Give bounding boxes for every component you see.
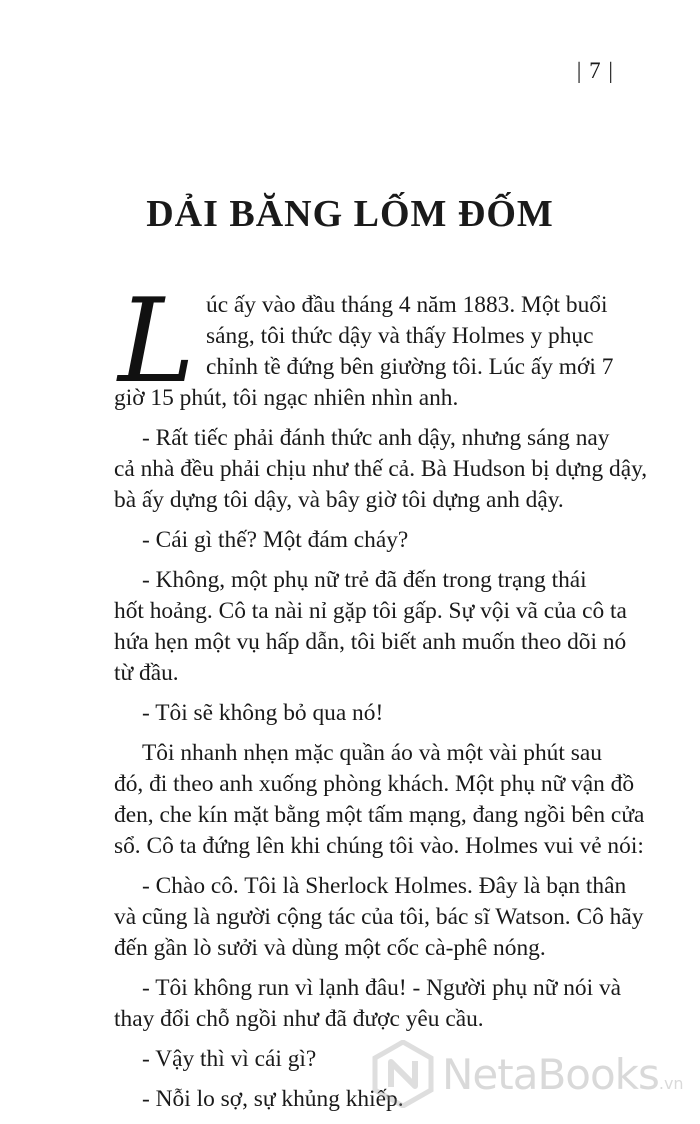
text-line: hứa hẹn một vụ hấp dẫn, tôi biết anh muốn theo dõi nó [114, 629, 627, 655]
text-line: - Vậy thì vì cái gì? [142, 1046, 317, 1072]
text-line: sáng, tôi thức dậy và thấy Holmes y phục [206, 323, 594, 349]
text-line: - Cái gì thế? Một đám cháy? [142, 527, 409, 553]
page-number: | 7 | [576, 58, 614, 83]
text-line: - Tôi sẽ không bỏ qua nó! [142, 700, 384, 726]
text-line: giờ 15 phút, tôi ngạc nhiên nhìn anh. [114, 385, 459, 411]
text-line: đen, che kín mặt bằng một tấm mạng, đang ngồi bên cửa [114, 802, 645, 828]
text-line: Tôi nhanh nhẹn mặc quần áo và một vài phút sau [142, 740, 602, 766]
drop-cap: L [118, 274, 196, 409]
text-line: chỉnh tề đứng bên giường tôi. Lúc ấy mới 7 [206, 354, 614, 380]
paragraph-4 [114, 565, 627, 689]
text-line: hốt hoảng. Cô ta nài nỉ gặp tôi gấp. Sự vội vã của cô ta [114, 598, 627, 624]
paragraph-5 [114, 698, 622, 729]
text-line: đến gần lò sưởi và dùng một cốc cà-phê nóng. [114, 935, 546, 961]
paragraph-1 [114, 274, 622, 414]
text-line: - Nỗi lo sợ, sự khủng khiếp. [142, 1086, 404, 1112]
watermark [372, 1038, 700, 1116]
text-line: và cũng là người cộng tác của tôi, bác sĩ Watson. Cô hãy [114, 904, 644, 930]
text-line: bà ấy dựng tôi dậy, và bây giờ tôi dựng anh dậy. [114, 487, 564, 513]
paragraph-6 [114, 738, 645, 862]
text-line: cả nhà đều phải chịu như thế cả. Bà Hudson bị dựng dậy, [114, 456, 648, 482]
paragraph-2 [114, 423, 648, 516]
paragraph-7 [114, 871, 644, 964]
netabooks-logo-icon [372, 1040, 434, 1108]
text-line: - Tôi không run vì lạnh đâu! - Người phụ nữ nói và [142, 975, 622, 1001]
text-line: úc ấy vào đầu tháng 4 năm 1883. Một buổi [206, 292, 608, 318]
watermark-text [442, 1050, 684, 1099]
watermark-brand: NetaBooks [442, 1050, 659, 1099]
text-line: đó, đi theo anh xuống phòng khách. Một phụ nữ vận đồ [114, 771, 635, 797]
text-line: từ đầu. [114, 660, 179, 686]
text-line: - Chào cô. Tôi là Sherlock Holmes. Đây là bạn thân [142, 873, 627, 899]
text-line: sổ. Cô ta đứng lên khi chúng tôi vào. Holmes vui vẻ nói: [114, 833, 644, 859]
body-text [114, 274, 648, 1124]
paragraph-8 [114, 973, 622, 1035]
text-line: - Rất tiếc phải đánh thức anh dậy, nhưng sáng nay [142, 425, 610, 451]
chapter-title: DẢI BĂNG LỐM ĐỐM [146, 193, 554, 235]
watermark-suffix: .vn [658, 1074, 684, 1093]
text-line: thay đổi chỗ ngồi như đã được yêu cầu. [114, 1006, 484, 1032]
text-line: - Không, một phụ nữ trẻ đã đến trong trạng thái [142, 567, 587, 593]
paragraph-3 [114, 525, 622, 556]
